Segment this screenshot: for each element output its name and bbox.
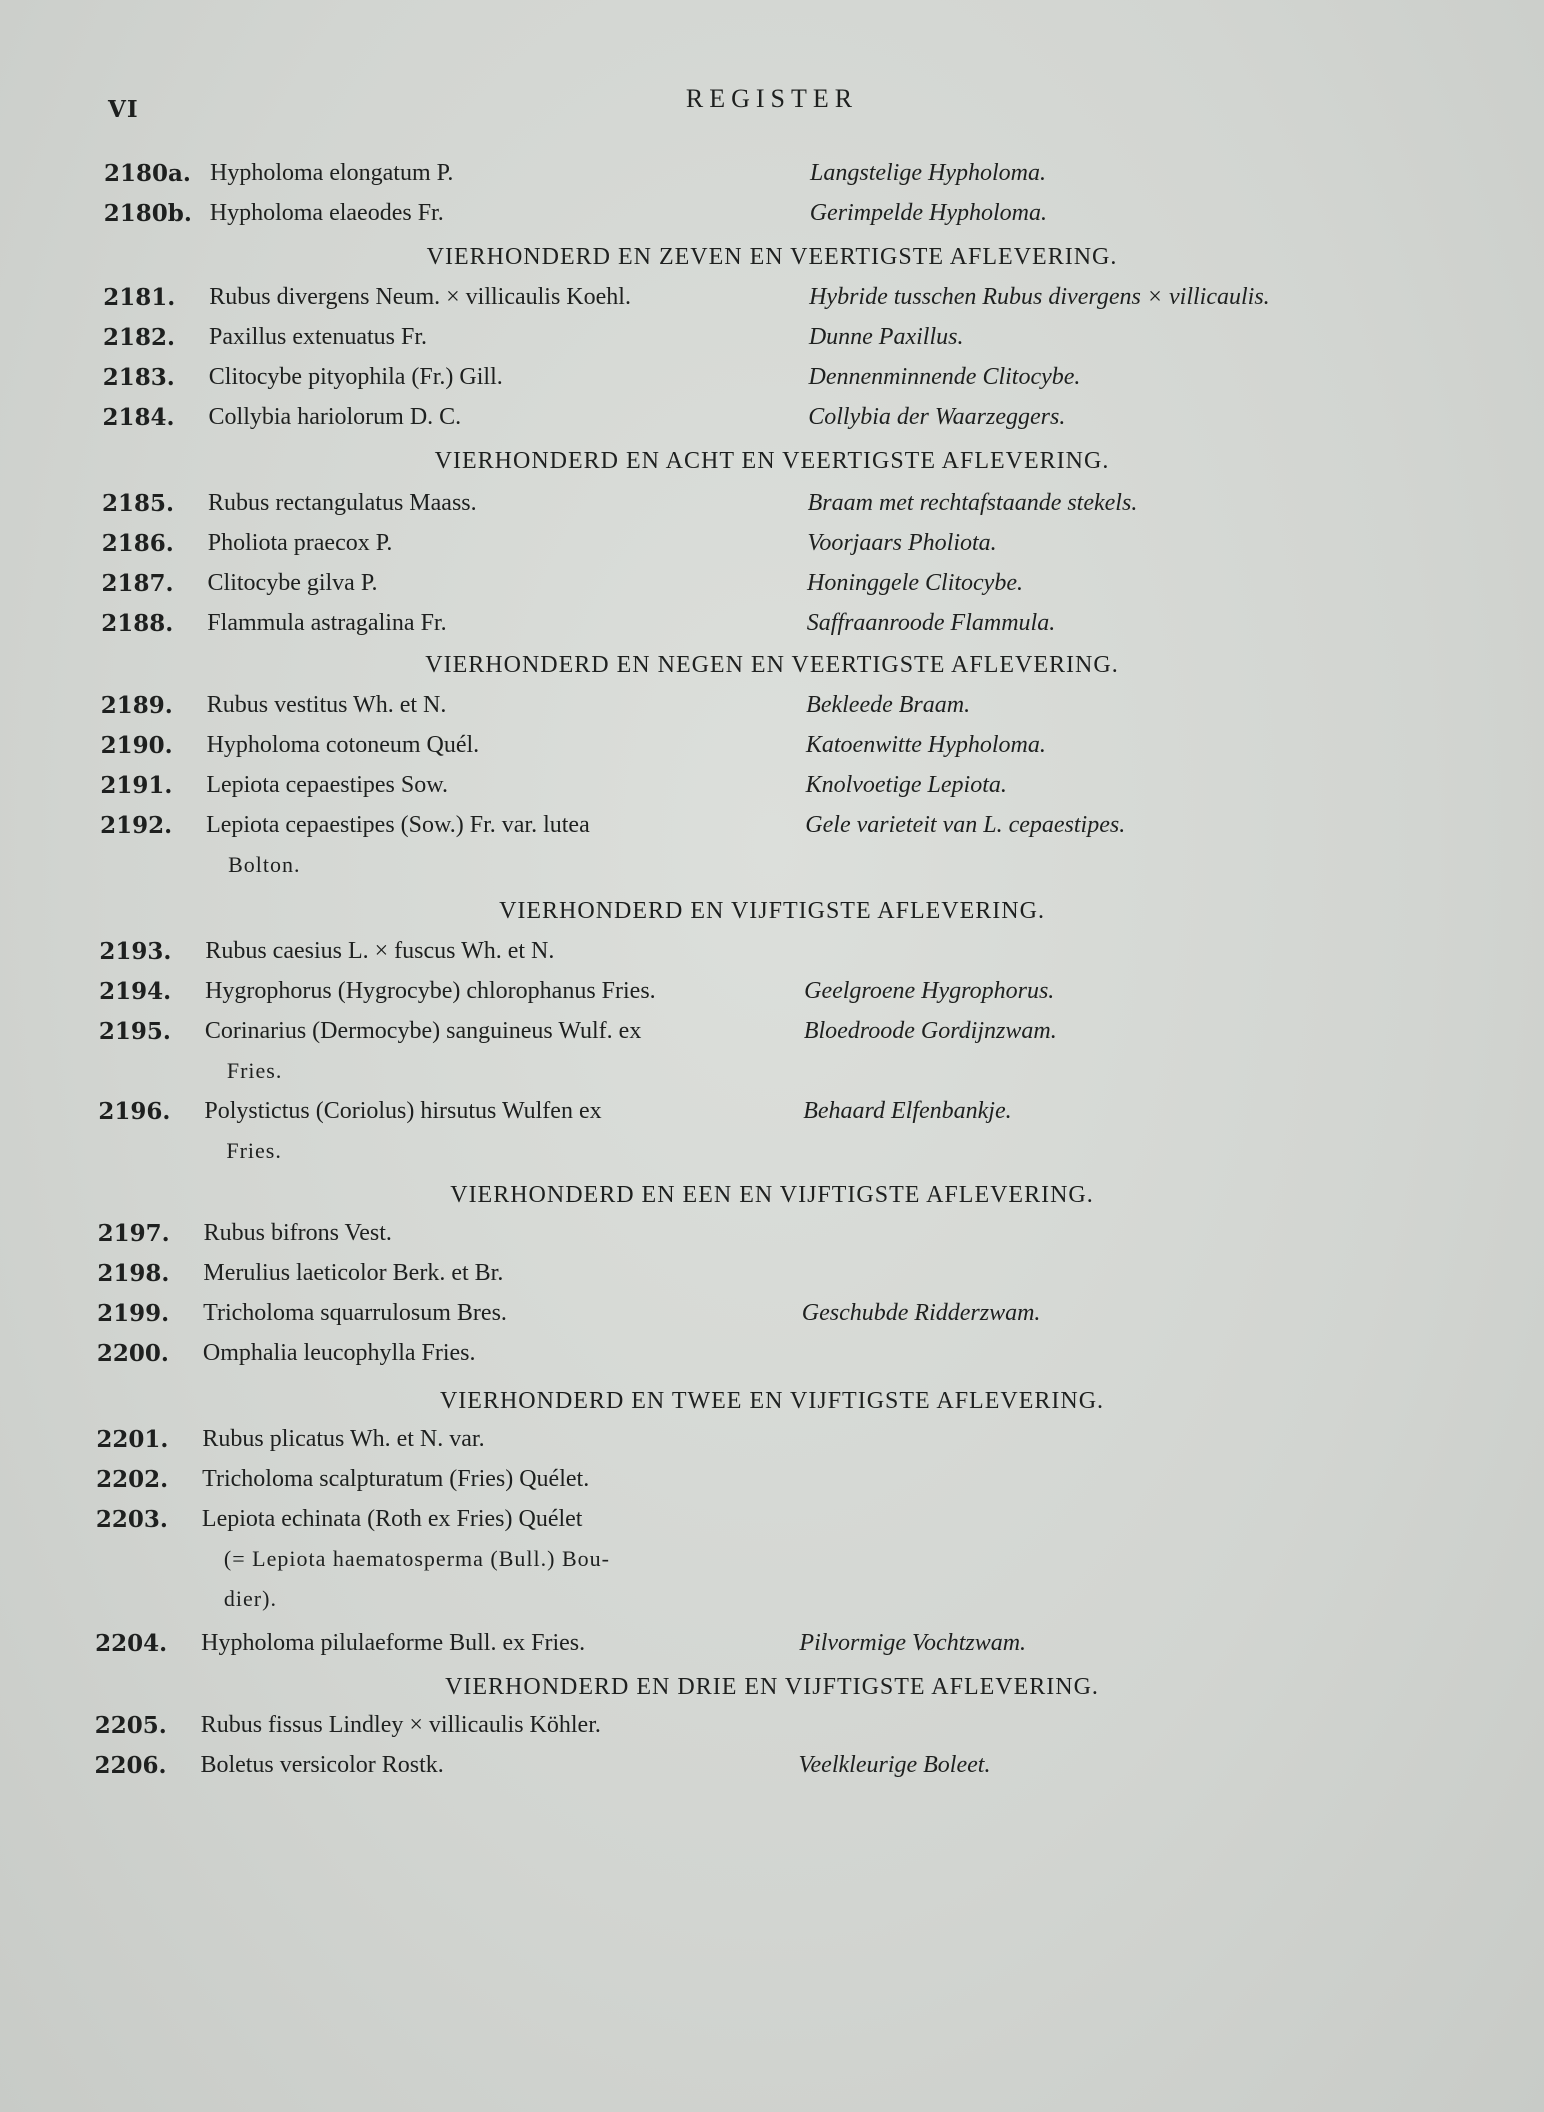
entry-number: 2181. xyxy=(103,284,176,311)
section-heading: VIERHONDERD EN TWEE EN VIJFTIGSTE AFLEVERING. xyxy=(439,1388,1105,1414)
entry-dutch-name: Dunne Paxillus. xyxy=(808,324,964,350)
entry-latin-name: Boletus versicolor Rostk. xyxy=(200,1752,444,1778)
entry-number: 2185. xyxy=(102,490,175,517)
entry-dutch-name: Behaard Elfenbankje. xyxy=(803,1098,1012,1124)
entry-latin-name: Flammula astragalina Fr. xyxy=(207,610,447,636)
entry-number: 2180b. xyxy=(103,200,192,227)
entry-latin-name: Rubus plicatus Wh. et N. var. xyxy=(202,1426,485,1452)
entry-latin-name: Tricholoma scalpturatum (Fries) Quélet. xyxy=(202,1466,590,1492)
entry-number: 2197. xyxy=(97,1220,170,1247)
entry-latin-name: Tricholoma squarrulosum Bres. xyxy=(203,1300,507,1326)
entry-dutch-name: Bekleede Braam. xyxy=(806,692,971,718)
entry-dutch-name: Braam met rechtafstaande stekels. xyxy=(807,490,1138,516)
entry-dutch-name: Geschubde Ridderzwam. xyxy=(801,1300,1041,1326)
entry-latin-name: Rubus divergens Neum. × villicaulis Koehl. xyxy=(209,284,631,310)
section-heading: VIERHONDERD EN DRIE EN VIJFTIGSTE AFLEVERING. xyxy=(445,1674,1099,1700)
entry-latin-name: Clitocybe pityophila (Fr.) Gill. xyxy=(208,364,503,390)
section-heading: VIERHONDERD EN ZEVEN EN VEERTIGSTE AFLEVERING. xyxy=(426,244,1118,270)
entry-dutch-name: Langstelige Hypholoma. xyxy=(810,160,1046,186)
entry-number: 2194. xyxy=(99,978,172,1005)
entry-number: 2206. xyxy=(94,1752,167,1779)
entry-number: 2202. xyxy=(96,1466,169,1493)
entry-number: 2198. xyxy=(97,1260,170,1287)
section-heading: VIERHONDERD EN ACHT EN VEERTIGSTE AFLEVERING. xyxy=(434,448,1110,474)
entry-number: 2193. xyxy=(99,938,172,965)
entry-latin-name: Rubus bifrons Vest. xyxy=(203,1220,392,1246)
entry-latin-name: Paxillus extenuatus Fr. xyxy=(209,324,428,350)
entry-dutch-name: Pilvormige Vochtzwam. xyxy=(799,1630,1027,1656)
entry-name-continuation: Bolton. xyxy=(228,852,301,877)
entry-dutch-name: Knolvoetige Lepiota. xyxy=(805,772,1007,798)
entry-number: 2189. xyxy=(100,692,173,719)
entry-latin-name: Merulius laeticolor Berk. et Br. xyxy=(203,1260,504,1286)
entry-latin-name: Collybia hariolorum D. C. xyxy=(208,404,462,430)
entry-dutch-name: Bloedroode Gordijnzwam. xyxy=(803,1018,1057,1044)
entry-number: 2199. xyxy=(97,1300,170,1327)
entry-latin-name: Lepiota cepaestipes Sow. xyxy=(206,772,449,798)
entry-dutch-name: Collybia der Waarzeggers. xyxy=(808,404,1066,430)
entry-number: 2201. xyxy=(96,1426,169,1453)
entry-number: 2183. xyxy=(102,364,175,391)
section-heading: VIERHONDERD EN NEGEN EN VEERTIGSTE AFLEVERING. xyxy=(425,652,1119,678)
entry-dutch-name: Honinggele Clitocybe. xyxy=(807,570,1023,596)
entry-latin-name: Pholiota praecox P. xyxy=(207,530,393,556)
entry-number: 2190. xyxy=(100,732,173,759)
entry-dutch-name: Gerimpelde Hypholoma. xyxy=(809,200,1047,226)
entry-latin-name: Hypholoma pilulaeforme Bull. ex Fries. xyxy=(201,1630,586,1656)
entry-number: 2195. xyxy=(98,1018,171,1045)
entry-latin-name: Hygrophorus (Hygrocybe) chlorophanus Fries. xyxy=(205,978,656,1004)
entry-latin-name: Clitocybe gilva P. xyxy=(207,570,378,596)
entry-latin-name: Omphalia leucophylla Fries. xyxy=(202,1340,476,1366)
page-folio: VI xyxy=(108,96,139,123)
entry-dutch-name: Gele varieteit van L. cepaestipes. xyxy=(805,812,1126,838)
entry-latin-name: Rubus fissus Lindley × villicaulis Köhler. xyxy=(200,1712,601,1738)
entry-latin-name: Rubus rectangulatus Maass. xyxy=(208,490,477,516)
entry-name-continuation: Fries. xyxy=(226,1058,283,1083)
entry-number: 2203. xyxy=(95,1506,168,1533)
entry-dutch-name: Geelgroene Hygrophorus. xyxy=(804,978,1055,1004)
entry-latin-name: Hypholoma elaeodes Fr. xyxy=(209,200,444,226)
entry-dutch-name: Veelkleurige Boleet. xyxy=(798,1752,991,1778)
entry-dutch-name: Hybride tusschen Rubus divergens × villicaulis. xyxy=(809,284,1270,310)
entry-latin-name: Polystictus (Coriolus) hirsutus Wulfen ex xyxy=(204,1098,602,1124)
entry-latin-name: Lepiota echinata (Roth ex Fries) Quélet xyxy=(201,1506,583,1532)
entry-name-continuation: Fries. xyxy=(226,1138,282,1163)
entry-latin-name: Hypholoma elongatum P. xyxy=(210,160,454,186)
entry-number: 2182. xyxy=(103,324,176,351)
entry-name-continuation: (= Lepiota haematosperma (Bull.) Bou- xyxy=(223,1546,610,1571)
entry-latin-name: Hypholoma cotoneum Quél. xyxy=(206,732,480,758)
section-heading: VIERHONDERD EN EEN EN VIJFTIGSTE AFLEVERING. xyxy=(450,1182,1094,1208)
entry-dutch-name: Dennenminnende Clitocybe. xyxy=(808,364,1081,390)
entry-number: 2204. xyxy=(95,1630,168,1657)
section-heading: VIERHONDERD EN VIJFTIGSTE AFLEVERING. xyxy=(499,898,1045,924)
entry-number: 2186. xyxy=(101,530,174,557)
entry-latin-name: Lepiota cepaestipes (Sow.) Fr. var. lutea xyxy=(206,812,590,838)
entry-name-continuation: dier). xyxy=(223,1586,277,1611)
entry-number: 2192. xyxy=(100,812,173,839)
entry-dutch-name: Saffraanroode Flammula. xyxy=(806,610,1056,636)
entry-number: 2180a. xyxy=(104,160,191,187)
entry-number: 2184. xyxy=(102,404,175,431)
entry-dutch-name: Katoenwitte Hypholoma. xyxy=(805,732,1046,758)
entry-number: 2191. xyxy=(100,772,173,799)
entry-number: 2205. xyxy=(94,1712,167,1739)
running-head: REGISTER xyxy=(685,84,859,113)
entry-latin-name: Corinarius (Dermocybe) sanguineus Wulf. ex xyxy=(204,1018,642,1044)
entry-latin-name: Rubus vestitus Wh. et N. xyxy=(206,692,447,718)
entry-dutch-name: Voorjaars Pholiota. xyxy=(807,530,997,556)
entry-number: 2188. xyxy=(101,610,174,637)
entry-number: 2200. xyxy=(96,1340,169,1367)
entry-number: 2196. xyxy=(98,1098,171,1125)
entry-number: 2187. xyxy=(101,570,174,597)
entry-latin-name: Rubus caesius L. × fuscus Wh. et N. xyxy=(205,938,555,964)
